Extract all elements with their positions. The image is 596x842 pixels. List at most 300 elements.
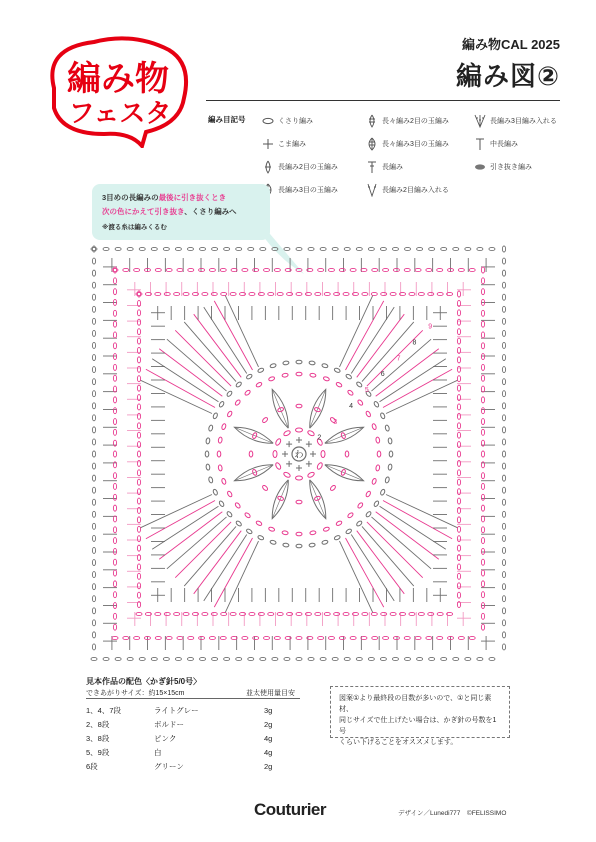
chain-stitch (336, 520, 343, 526)
chain-stitch (481, 321, 484, 327)
chain-stitch (264, 636, 270, 639)
chain-stitch (92, 560, 95, 566)
chain-stitch (92, 596, 95, 602)
chain-stitch (137, 573, 140, 579)
chain-stitch (502, 330, 505, 336)
chain-stitch (502, 535, 505, 541)
sc-stitch (310, 451, 316, 457)
chain-stitch (362, 292, 368, 295)
chain-stitch (92, 463, 95, 469)
dc-stitch (376, 512, 439, 560)
legend-label: 中長編み (490, 141, 518, 148)
chain-stitch (218, 401, 224, 408)
chain-stitch (187, 657, 193, 660)
chain-stitch (137, 564, 140, 570)
chain-stitch (92, 415, 95, 421)
chain-stitch (371, 423, 376, 430)
chain-stitch (323, 526, 330, 531)
chain-stitch (404, 268, 410, 271)
hook-size-note (330, 686, 510, 746)
dc-stitch (339, 541, 372, 613)
chain-stitch (113, 386, 116, 392)
chain-stitch (457, 291, 460, 297)
chain-stitch (277, 612, 283, 615)
chain-stitch (305, 292, 311, 295)
chain-stitch (308, 247, 314, 250)
dc-stitch (225, 295, 258, 367)
chain-stitch (115, 657, 121, 660)
legend-item (262, 183, 338, 197)
chain-stitch (137, 338, 140, 344)
chain-stitch (481, 624, 484, 630)
chain-stitch (235, 381, 242, 388)
brand-logo: Couturier (254, 800, 326, 819)
chain-stitch (139, 657, 145, 660)
chain-stitch (174, 612, 180, 615)
chain-stitch (91, 247, 97, 250)
chain-stitch (287, 612, 293, 615)
chain-stitch (234, 399, 241, 406)
legend-label: 長々編み2目の玉編み (382, 118, 449, 125)
chain-stitch (206, 438, 210, 444)
chain-stitch (380, 247, 386, 250)
chain-stitch (134, 636, 140, 639)
sc-stitch (296, 437, 302, 443)
dc-stitch (146, 500, 215, 538)
chain-stitch (371, 292, 377, 295)
chain-stitch (221, 612, 227, 615)
chain-stitch (134, 268, 140, 271)
chain-stitch (377, 451, 381, 457)
chain-stitch (457, 338, 460, 344)
chain-stitch (92, 620, 95, 626)
chain-stitch (113, 538, 116, 544)
chain-stitch (282, 373, 289, 378)
chain-stitch (257, 535, 264, 541)
chain-stitch (113, 581, 116, 587)
chain-stitch (275, 438, 282, 446)
chain-stitch (92, 439, 95, 445)
chain-stitch (465, 247, 471, 250)
dc-stitch (184, 526, 236, 586)
chain-stitch (417, 657, 423, 660)
chain-stitch (307, 430, 315, 437)
chain-stitch (123, 268, 129, 271)
amount-cell: 3g (264, 705, 273, 715)
chain-stitch (481, 516, 484, 522)
chain-stitch (236, 247, 242, 250)
chain-stitch (502, 499, 505, 505)
cluster-stem (234, 465, 273, 481)
chain-stitch (92, 270, 95, 276)
chain-stitch (328, 636, 334, 639)
chain-stitch (296, 428, 303, 432)
chain-stitch (388, 464, 392, 470)
dc-stitch (386, 380, 458, 413)
chain-stitch (296, 612, 302, 615)
chain-stitch (321, 451, 325, 458)
chain-stitch (426, 268, 432, 271)
legend-item (262, 114, 313, 128)
chain-stitch (324, 292, 330, 295)
chain-stitch (415, 636, 421, 639)
chain-stitch (481, 527, 484, 533)
dc-stitch (362, 526, 414, 586)
chain-stitch (200, 657, 206, 660)
chain-stitch (345, 373, 352, 379)
chain-stitch (113, 505, 116, 511)
chain-stitch (339, 636, 345, 639)
chain-stitch (457, 432, 460, 438)
chain-stitch (226, 511, 233, 518)
chain-stitch (343, 612, 349, 615)
chain-stitch (502, 427, 505, 433)
dc-stitch (167, 339, 227, 391)
chain-stitch (258, 292, 264, 295)
credit-line: デザイン／Lunedi777 ©FELISSIMO (398, 810, 507, 817)
chain-stitch (260, 657, 266, 660)
crochet-chart (86, 244, 512, 664)
chain-stitch (481, 570, 484, 576)
chain-stitch (361, 636, 367, 639)
chain-stitch (113, 289, 116, 295)
chain-stitch (262, 485, 269, 492)
dc-stitch (345, 538, 383, 607)
chain-stitch (113, 375, 116, 381)
chain-stitch (212, 489, 218, 496)
chain-stitch (103, 657, 109, 660)
legend-item (474, 114, 557, 128)
chain-stitch (502, 475, 505, 481)
chain-stitch (183, 612, 189, 615)
chain-stitch (92, 584, 95, 590)
chain-stitch-icon (262, 114, 274, 128)
chain-stitch (457, 357, 460, 363)
rounds-cell: 6段 (86, 762, 98, 772)
chain-stitch (137, 498, 140, 504)
chain-stitch (458, 268, 464, 271)
chain-stitch (365, 411, 371, 418)
sample-title: 見本作品の配色〈かぎ針5/0号〉 (86, 677, 202, 686)
color-cell: ライトグレー (154, 705, 199, 715)
chain-stitch (230, 292, 236, 295)
chain-stitch (372, 268, 378, 271)
chain-stitch (202, 292, 208, 295)
chain-stitch (205, 451, 209, 457)
chain-stitch (371, 612, 377, 615)
chain-stitch (457, 319, 460, 325)
chain-stitch (409, 612, 415, 615)
round-number: 2 (317, 434, 322, 442)
chain-stitch (272, 247, 278, 250)
legend-label: 長編み (382, 164, 403, 171)
chain-stitch (481, 538, 484, 544)
chain-stitch (371, 478, 376, 485)
chain-stitch (224, 247, 230, 250)
chain-stitch (375, 437, 380, 444)
chain-stitch (330, 485, 337, 492)
chain-stitch (92, 511, 95, 517)
chain-stitch (137, 479, 140, 485)
table-row (86, 703, 288, 717)
chain-stitch (405, 657, 411, 660)
chain-stitch (347, 389, 354, 396)
chain-stitch (428, 292, 434, 295)
chain-stitch (224, 657, 230, 660)
rounds-cell: 3、8段 (86, 733, 110, 743)
chain-stitch (404, 636, 410, 639)
chain-stitch (502, 560, 505, 566)
dc-icon (366, 160, 378, 174)
yarn-amount-header: 並太使用量目安 (246, 690, 295, 697)
chain-stitch (249, 292, 255, 295)
color-cell: ピンク (154, 733, 177, 743)
chain-stitch (206, 464, 210, 470)
chain-stitch (209, 268, 215, 271)
chain-stitch (151, 657, 157, 660)
chain-stitch (481, 354, 484, 360)
chain-stitch (137, 592, 140, 598)
logo-line1: 編み物 (67, 60, 169, 98)
amount-cell: 2g (264, 762, 273, 772)
chain-stitch (137, 366, 140, 372)
note-line: 図案①より最終段の目数が多いので、①と同じ素材、 (339, 695, 492, 713)
chain-stitch (356, 657, 362, 660)
round-number: 4 (349, 402, 353, 410)
legend-item (262, 137, 306, 151)
chain-stitch (481, 473, 484, 479)
chain-stitch (123, 636, 129, 639)
chain-stitch (137, 442, 140, 448)
chain-stitch (481, 505, 484, 511)
chain-stitch (481, 364, 484, 370)
chain-stitch (113, 267, 116, 273)
chain-stitch (389, 451, 393, 457)
chain-stitch (481, 483, 484, 489)
chain-stitch (253, 636, 259, 639)
chain-stitch (502, 463, 505, 469)
chain-stitch (356, 247, 362, 250)
chain-stitch (457, 498, 460, 504)
chain-stitch (390, 612, 396, 615)
rounds-cell: 1、4、7段 (86, 705, 122, 715)
amount-cell: 4g (264, 733, 273, 743)
chain-stitch (457, 479, 460, 485)
sc-stitch (306, 461, 312, 467)
chain-stitch (502, 547, 505, 553)
chain-stitch (92, 475, 95, 481)
chain-stitch (92, 355, 95, 361)
chain-stitch (137, 526, 140, 532)
slip-stitch-icon (474, 160, 486, 174)
chain-stitch (155, 612, 161, 615)
chain-stitch (115, 247, 121, 250)
chain-stitch (175, 657, 181, 660)
chain-stitch (92, 632, 95, 638)
chain-stitch (457, 310, 460, 316)
chain-stitch (332, 657, 338, 660)
chain-stitch (253, 268, 259, 271)
chain-stitch (502, 391, 505, 397)
chain-stitch (457, 564, 460, 570)
logo-line2: フェスタ (68, 98, 172, 128)
chain-stitch (481, 494, 484, 500)
chain-stitch (477, 247, 483, 250)
chain-stitch (137, 545, 140, 551)
chain-stitch (324, 612, 330, 615)
round-number: 7 (396, 355, 401, 363)
round-number: 5 (364, 387, 369, 395)
chain-stitch (273, 451, 277, 458)
chain-stitch (372, 636, 378, 639)
chain-stitch (221, 478, 226, 485)
chain-stitch (282, 530, 289, 535)
chain-stitch (249, 451, 253, 457)
dc-stitch (345, 301, 383, 370)
legend-item (474, 160, 532, 174)
chain-stitch (502, 367, 505, 373)
chain-stitch (296, 476, 303, 480)
dc-stitch (371, 517, 431, 569)
chain-stitch (92, 572, 95, 578)
chain-stitch (502, 632, 505, 638)
chain-stitch (502, 451, 505, 457)
chain-stitch (137, 357, 140, 363)
chain-stitch (356, 381, 363, 388)
chain-stitch (257, 367, 264, 373)
chain-stitch (441, 247, 447, 250)
chain-stitch (177, 268, 183, 271)
chain-stitch (256, 520, 263, 526)
chain-stitch (113, 343, 116, 349)
dc-stitch (140, 494, 212, 527)
chain-stitch (320, 657, 326, 660)
chain-stitch (208, 477, 213, 484)
chain-stitch (502, 379, 505, 385)
dc-stitch (175, 522, 231, 578)
color-cell: グリーン (154, 762, 184, 772)
chain-stitch (334, 535, 341, 541)
sc-stitch (296, 465, 302, 471)
dc-stitch (362, 322, 417, 382)
chain-stitch (92, 535, 95, 541)
magic-ring-label: わ (294, 449, 304, 460)
dc-stitch (194, 314, 242, 377)
chain-stitch (310, 530, 317, 535)
chain-stitch (296, 360, 302, 364)
chain-stitch (137, 517, 140, 523)
chain-stitch (137, 451, 140, 457)
dc-stitch (386, 494, 458, 527)
cluster-stem (325, 465, 364, 481)
legend-heading: 編み目記号 (208, 115, 246, 124)
legend-item (366, 183, 449, 197)
chain-stitch (457, 451, 460, 457)
dc-stitch (184, 322, 236, 382)
chain-stitch (457, 366, 460, 372)
chain-stitch (392, 247, 398, 250)
chain-stitch (92, 608, 95, 614)
chain-stitch (242, 268, 248, 271)
chain-stitch (92, 330, 95, 336)
chain-stitch (296, 404, 302, 408)
legend-label: 長編み2目編み入れる (382, 187, 449, 194)
chain-stitch (502, 644, 505, 650)
chain-stitch (502, 523, 505, 529)
chain-stitch (457, 442, 460, 448)
chain-stitch (457, 413, 460, 419)
chain-stitch (92, 379, 95, 385)
chain-stitch (92, 391, 95, 397)
chain-stitch (375, 465, 380, 472)
chain-stitch (200, 247, 206, 250)
chain-stitch (113, 613, 116, 619)
chain-stitch (113, 527, 116, 533)
chain-stitch (502, 620, 505, 626)
chain-stitch (283, 361, 289, 365)
chain-stitch (310, 373, 317, 378)
dc-stitch (367, 522, 423, 578)
chain-stitch (113, 419, 116, 425)
chain-stitch (188, 268, 194, 271)
hdc-icon (474, 137, 486, 151)
chain-stitch (183, 292, 189, 295)
chain-stitch (373, 401, 379, 408)
chain-stitch (383, 636, 389, 639)
callout-note: ※渡る糸は編みくるむ (102, 224, 167, 231)
chain-stitch (502, 608, 505, 614)
chain-stitch (296, 532, 302, 536)
chain-stitch (502, 584, 505, 590)
chain-stitch (296, 372, 302, 376)
chain-stitch (390, 292, 396, 295)
chain-stitch (305, 612, 311, 615)
chain-stitch (112, 268, 118, 271)
chain-stitch (127, 247, 133, 250)
chain-stitch (457, 583, 460, 589)
legend-item (474, 137, 518, 151)
dc-stitch (383, 500, 452, 538)
callout-text: 3目めの長編みの (102, 193, 159, 202)
table-row (86, 717, 288, 731)
chain-stitch (221, 292, 227, 295)
chain-stitch (481, 332, 484, 338)
chain-stitch (113, 364, 116, 370)
chain-stitch (469, 636, 475, 639)
chain-stitch (92, 294, 95, 300)
table-row (86, 746, 288, 760)
dc-stitch (159, 349, 222, 397)
dc-2-cluster-icon (262, 160, 274, 174)
chain-stitch (339, 268, 345, 271)
chain-stitch (220, 268, 226, 271)
chain-stitch (92, 306, 95, 312)
dc-2-increase-icon (366, 183, 378, 197)
chain-stitch (344, 247, 350, 250)
chain-stitch (164, 612, 170, 615)
chain-stitch (322, 363, 329, 368)
chain-stitch (481, 386, 484, 392)
chain-stitch (481, 592, 484, 598)
chain-stitch (218, 465, 223, 472)
chain-stitch (441, 657, 447, 660)
chain-stitch (481, 408, 484, 414)
chain-stitch (137, 423, 140, 429)
chain-stitch (373, 500, 379, 507)
chain-stitch (334, 292, 340, 295)
legend-item (366, 137, 449, 151)
chain-stitch (393, 636, 399, 639)
